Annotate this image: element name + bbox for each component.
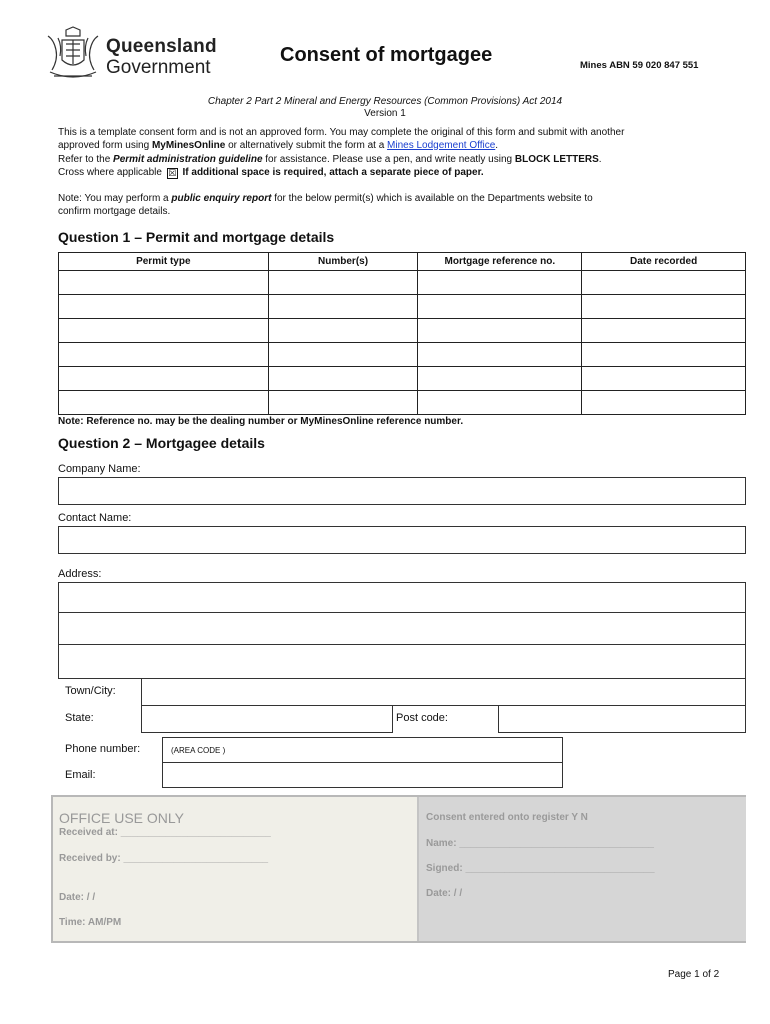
office-use-heading: OFFICE USE ONLY [59,810,184,826]
numbers-cell[interactable] [268,319,418,343]
office-date-line: Date: / / [59,892,96,903]
question-1-heading: Question 1 – Permit and mortgage details [58,229,335,245]
permit-type-cell[interactable] [59,271,269,295]
act-reference: Chapter 2 Part 2 Mineral and Energy Resources (Common Provisions) Act 2014 [207,96,563,107]
intro-text: for assistance. Please use a pen, and write neatly using [262,154,515,165]
intro-text: approved form using [58,139,152,151]
column-header-permit-type: Permit type [59,253,269,271]
contact-name-field[interactable] [58,526,746,554]
mortgage-ref-cell[interactable] [418,319,582,343]
office-use-register-panel [417,797,746,941]
address-line-3-field[interactable] [58,644,746,679]
address-label: Address: [58,568,102,580]
table-row [59,295,746,319]
mortgage-ref-cell[interactable] [418,271,582,295]
state-field[interactable] [141,705,393,733]
intro-line-4 [58,167,484,180]
crossed-checkbox-icon: ☒ [168,167,177,178]
post-code-field[interactable] [498,705,746,733]
column-header-date-recorded: Date recorded [582,253,746,271]
public-enquiry-report-text: public enquiry report [171,193,272,204]
queensland-government-logo [44,26,217,82]
mortgage-ref-cell[interactable] [418,343,582,367]
office-use-panel [51,795,746,943]
mines-lodgement-office-link[interactable]: Mines Lodgement Office [387,139,496,151]
mortgage-ref-cell[interactable] [418,367,582,391]
town-city-field[interactable] [141,678,746,706]
version-label: Version 1 [364,108,406,119]
town-city-label: Town/City: [65,685,116,697]
register-date-line: Date: / / [426,888,463,899]
permit-type-cell[interactable] [59,367,269,391]
question-2-heading: Question 2 – Mortgagee details [58,435,265,451]
mortgage-ref-cell[interactable] [418,391,582,415]
permit-table-header [59,253,746,271]
numbers-cell[interactable] [268,295,418,319]
email-field[interactable] [162,762,563,788]
phone-number-label: Phone number: [65,743,141,755]
intro-line-3 [58,154,602,167]
table-row [59,271,746,295]
intro-line-1: This is a template consent form and is not an approved form. You may complete the original of this form and submit with another [58,127,625,138]
mortgage-ref-cell[interactable] [418,295,582,319]
logo-line-queensland: Queensland [106,36,217,57]
note-line-1 [58,193,593,206]
logo-line-government: Government [106,57,211,78]
column-header-mortgage-ref: Mortgage reference no. [418,253,582,271]
address-line-1-field[interactable] [58,582,746,613]
note-line-2: confirm mortgage details. [58,205,171,217]
register-name-line: Name: ___________________________________ [426,838,654,849]
reference-note: Note: Reference no. may be the dealing number or MyMinesOnline reference number. [58,416,464,427]
company-name-label: Company Name: [58,463,141,475]
register-signed-line: Signed: __________________________________ [426,863,655,874]
date-recorded-cell[interactable] [582,391,746,415]
table-row [59,391,746,415]
phone-number-field[interactable] [162,737,563,763]
page-number: Page 1 of 2 [668,969,720,980]
area-code-hint: (AREA CODE ) [171,746,226,755]
myminesonline-text: MyMinesOnline [151,139,226,151]
date-recorded-cell[interactable] [582,343,746,367]
office-time-line: Time: AM/PM [59,917,122,928]
column-header-numbers: Number(s) [268,253,418,271]
numbers-cell[interactable] [268,391,418,415]
table-row [59,319,746,343]
company-name-field[interactable] [58,477,746,505]
additional-space-text: If additional space is required, attach a separate piece of paper. [179,166,484,178]
numbers-cell[interactable] [268,271,418,295]
permit-guideline-text: Permit administration guideline [113,154,263,165]
block-letters-text: BLOCK LETTERS [514,154,599,165]
form-title: Consent of mortgagee [280,44,493,66]
state-label: State: [65,712,94,724]
post-code-label: Post code: [396,712,448,724]
permit-type-cell[interactable] [59,319,269,343]
intro-text: . [598,154,602,165]
numbers-cell[interactable] [268,343,418,367]
intro-line-2 [58,140,498,153]
intro-text: or alternatively submit the form at a [225,139,388,151]
contact-name-label: Contact Name: [58,512,132,524]
permit-type-cell[interactable] [59,391,269,415]
date-recorded-cell[interactable] [582,271,746,295]
table-row [59,367,746,391]
date-recorded-cell[interactable] [582,295,746,319]
note-text: Note: You may perform a [58,193,172,204]
permit-type-cell[interactable] [59,295,269,319]
date-recorded-cell[interactable] [582,319,746,343]
email-label: Email: [65,769,96,781]
table-row [59,343,746,367]
intro-text: Cross where applicable [58,166,165,178]
consent-entered-line: Consent entered onto register Y N [426,812,588,823]
received-by-line: Received by: __________________________ [59,853,269,864]
permit-table [58,252,746,415]
abn-label: Mines ABN 59 020 847 551 [580,60,699,71]
permit-type-cell[interactable] [59,343,269,367]
intro-text: Refer to the [58,154,114,165]
address-line-2-field[interactable] [58,612,746,645]
received-at-line: Received at: ___________________________ [59,827,271,838]
coat-of-arms-icon [44,26,102,82]
date-recorded-cell[interactable] [582,367,746,391]
numbers-cell[interactable] [268,367,418,391]
intro-text: . [495,139,499,151]
note-text: for the below permit(s) which is available on the Departments website to [271,193,593,204]
